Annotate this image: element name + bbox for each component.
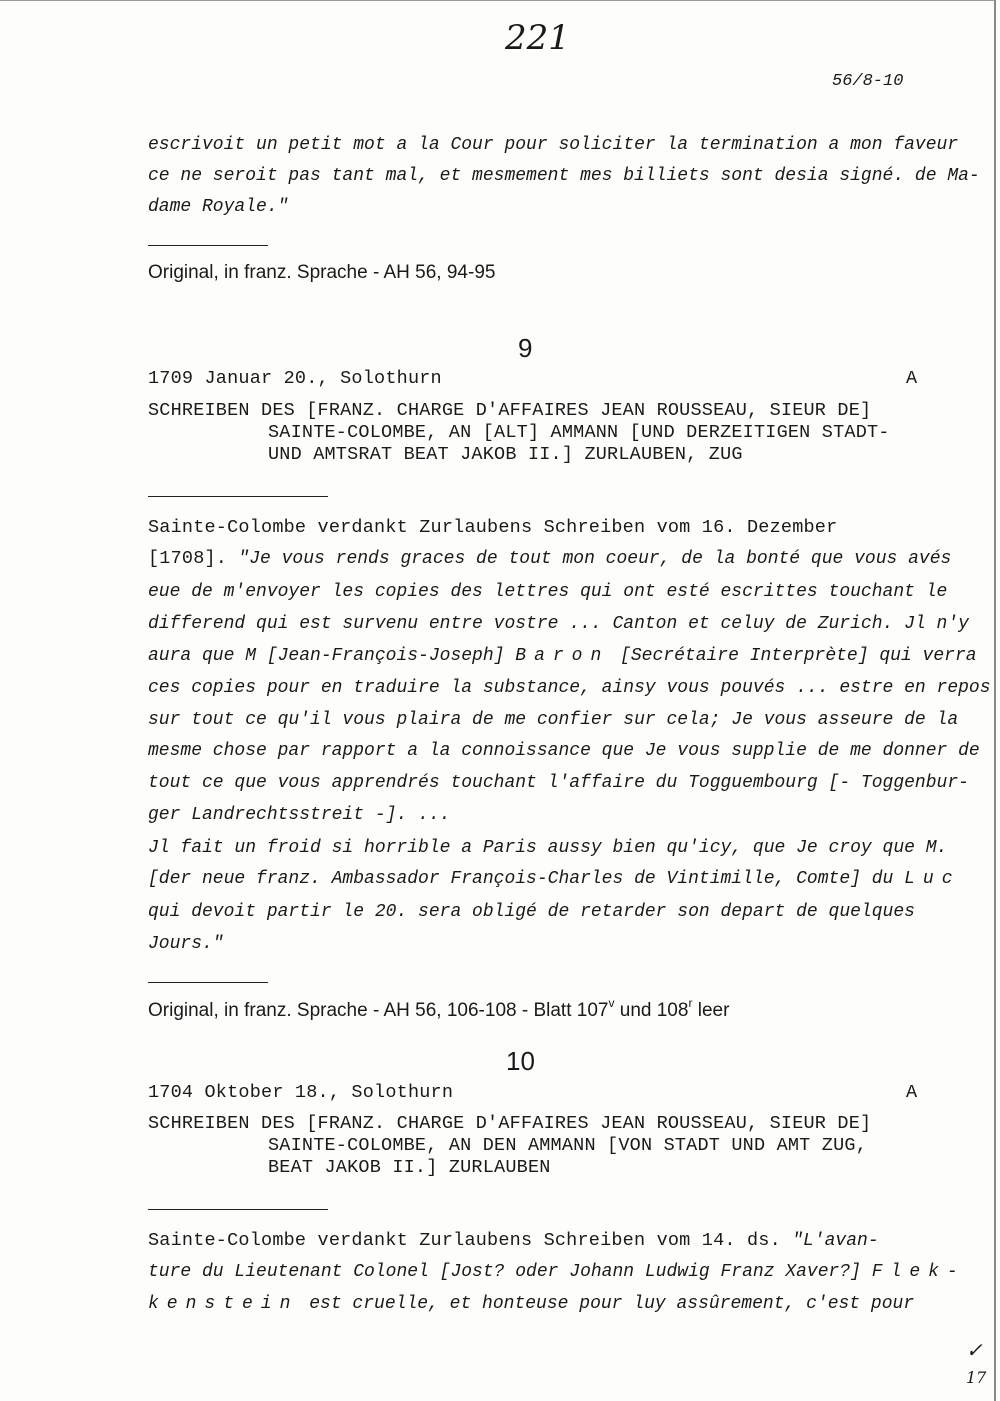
- body-line: [148, 646, 977, 666]
- body-line: Jours.": [148, 934, 224, 954]
- source-note: [148, 996, 729, 1022]
- body-segment: aura que M [Jean-François-Joseph]: [148, 646, 516, 666]
- body-line: [148, 1262, 966, 1282]
- source-segment: leer: [692, 1000, 730, 1021]
- body-line: tout ce que vous apprendrés touchant l'affaire du Togguembourg [- Toggenbur-: [148, 773, 969, 793]
- body-segment: [1708].: [148, 548, 239, 569]
- entry-date-place: 1704 Oktober 18., Solothurn: [148, 1082, 454, 1103]
- intro-line: escrivoit un petit mot a la Cour pour soliciter la termination a mon faveur: [148, 135, 959, 155]
- spaced-name: kenstein: [148, 1294, 299, 1314]
- entry-letter: A: [906, 368, 918, 389]
- spaced-name: Flek-: [871, 1262, 966, 1282]
- entry-title-line: UND AMTSRAT BEAT JAKOB II.] ZURLAUBEN, ZUG: [268, 444, 743, 465]
- body-line: eue de m'envoyer les copies des lettres qui ont esté escrittes touchant le: [148, 582, 948, 602]
- body-segment: [Secrétaire Interprète] qui verra: [609, 646, 977, 666]
- spaced-name: Baron: [515, 646, 610, 666]
- body-line: Jl fait un froid si horrible a Paris aussy bien qu'icy, que Je croy que M.: [148, 838, 948, 858]
- body-line: ger Landrechtsstreit -]. ...: [148, 805, 451, 825]
- separator-rule: [148, 245, 268, 246]
- superscript: r: [688, 996, 693, 1010]
- body-line: Sainte-Colombe verdankt Zurlaubens Schreiben vom 16. Dezember: [148, 517, 838, 538]
- body-line: ces copies pour en traduire la substance, ainsy vous pouvés ... estre en repos: [148, 678, 991, 698]
- spaced-name: Luc: [904, 869, 961, 889]
- entry-title-line: SCHREIBEN DES [FRANZ. CHARGE D'AFFAIRES JEAN ROUSSEAU, SIEUR DE]: [148, 400, 872, 421]
- margin-note: 17: [966, 1368, 987, 1387]
- entry-letter: A: [906, 1082, 918, 1103]
- separator-rule: [148, 496, 328, 497]
- entry-number: 10: [506, 1046, 535, 1076]
- body-segment: est cruelle, et honteuse pour luy assûrement, c'est pour: [298, 1294, 915, 1314]
- entry-title-line: SCHREIBEN DES [FRANZ. CHARGE D'AFFAIRES JEAN ROUSSEAU, SIEUR DE]: [148, 1113, 872, 1134]
- entry-date-place: 1709 Januar 20., Solothurn: [148, 368, 442, 389]
- entry-title-line: SAINTE-COLOMBE, AN DEN AMMANN [VON STADT UND AMT ZUG,: [268, 1135, 867, 1156]
- handwritten-page-number: 221: [505, 18, 570, 58]
- intro-line: ce ne seroit pas tant mal, et mesmement mes billiets sont desia signé. de Ma-: [148, 166, 980, 186]
- body-segment: "L'avan-: [792, 1231, 879, 1251]
- reference-number: 56/8-10: [832, 72, 904, 91]
- intro-line: dame Royale.": [148, 197, 289, 217]
- body-line: [148, 1230, 879, 1251]
- separator-rule: [148, 1209, 328, 1210]
- body-line: mesme chose par rapport a la connoissance que Je vous supplie de me donner de: [148, 741, 980, 761]
- body-segment: ture du Lieutenant Colonel [Jost? oder Johann Ludwig Franz Xaver?]: [148, 1262, 872, 1282]
- entry-number: 9: [518, 333, 533, 363]
- entry-title-line: SAINTE-COLOMBE, AN [ALT] AMMANN [UND DERZEITIGEN STADT-: [268, 422, 890, 443]
- entry-title-line: BEAT JAKOB II.] ZURLAUBEN: [268, 1157, 551, 1178]
- source-segment: und 108: [614, 1000, 689, 1021]
- body-segment: "Je vous rends graces de tout mon coeur, de la bonté que vous avés: [238, 549, 952, 569]
- margin-checkmark: ✓: [966, 1338, 983, 1362]
- superscript: v: [608, 996, 615, 1010]
- body-line: qui devoit partir le 20. sera obligé de retarder son depart de quelques: [148, 902, 915, 922]
- body-line: [148, 1294, 914, 1314]
- source-note: Original, in franz. Sprache - AH 56, 94-95: [148, 262, 496, 283]
- body-segment: Sainte-Colombe verdankt Zurlaubens Schreiben vom 14. ds.: [148, 1230, 793, 1251]
- body-line: sur tout ce qu'il vous plaira de me confier sur cela; Je vous asseure de la: [148, 710, 959, 730]
- body-line: [148, 548, 951, 569]
- source-segment: Original, in franz. Sprache - AH 56, 106-108 - Blatt 107: [148, 1000, 609, 1021]
- body-segment: [der neue franz. Ambassador François-Charles de Vintimille, Comte] du: [148, 869, 905, 889]
- separator-rule: [148, 982, 268, 983]
- body-line: [148, 869, 961, 889]
- body-line: differend qui est survenu entre vostre ... Canton et celuy de Zurich. Jl n'y: [148, 614, 969, 634]
